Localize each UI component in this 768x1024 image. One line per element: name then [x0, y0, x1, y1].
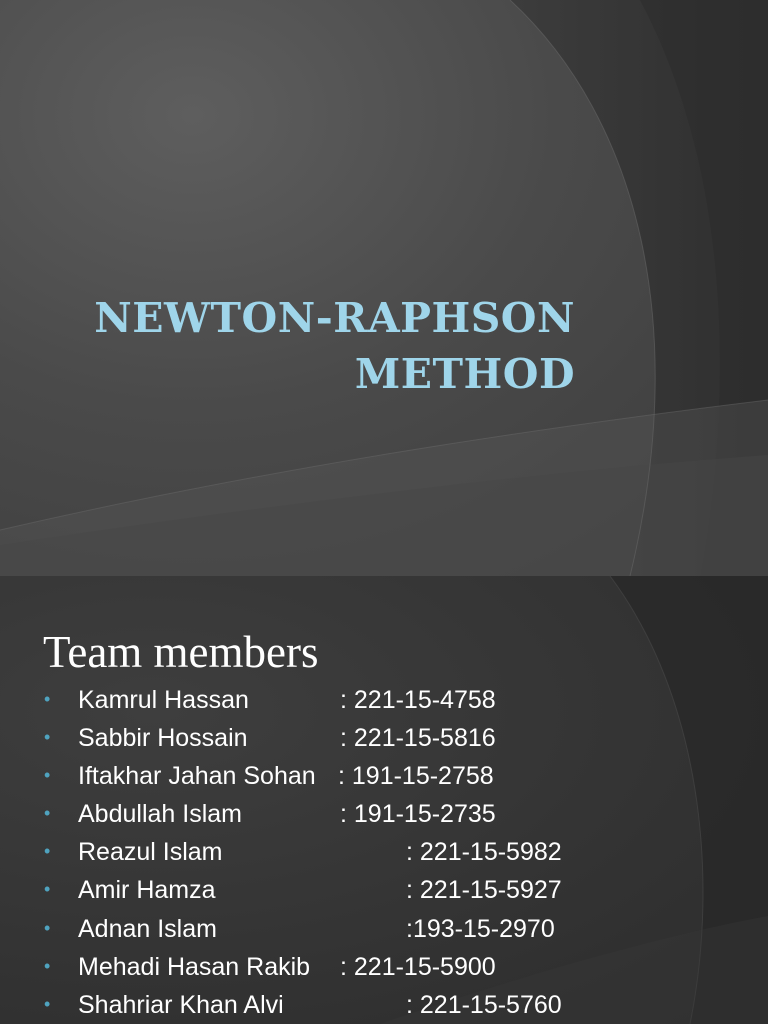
member-id: : 221-15-4758	[340, 686, 496, 714]
member-name: Adnan Islam	[78, 914, 217, 943]
member-name: Abdullah Islam	[78, 800, 242, 829]
member-name: Amir Hamza	[78, 876, 216, 905]
member-name: Iftakhar Jahan Sohan	[78, 762, 316, 791]
list-item	[44, 833, 604, 871]
bullet-dot-icon: •	[44, 727, 51, 748]
list-item	[44, 910, 604, 948]
list-item	[44, 948, 604, 986]
member-id: : 221-15-5760	[406, 990, 562, 1019]
team-members-list	[44, 681, 604, 1024]
list-item	[44, 986, 604, 1024]
member-name: Sabbir Hossain	[78, 724, 248, 753]
bullet-dot-icon: •	[44, 841, 51, 862]
member-id: : 191-15-2735	[340, 800, 496, 829]
list-item	[44, 719, 604, 757]
bullet-dot-icon: •	[44, 689, 51, 709]
title-line-2: METHOD	[354, 350, 575, 398]
member-name: Kamrul Hassan	[78, 686, 249, 714]
bullet-dot-icon: •	[44, 955, 51, 976]
bullet-dot-icon: •	[44, 879, 51, 900]
list-item	[44, 681, 604, 719]
member-name: Mehadi Hasan Rakib	[78, 952, 311, 981]
bullet-dot-icon: •	[44, 765, 51, 786]
member-name: Reazul Islam	[78, 838, 223, 867]
member-name: Shahriar Khan Alvi	[78, 990, 284, 1019]
bullet-dot-icon: •	[44, 917, 51, 938]
member-id: : 221-15-5982	[406, 838, 562, 867]
team-members-heading: Team members	[43, 627, 319, 677]
list-item	[44, 871, 604, 909]
member-id: : 221-15-5927	[406, 876, 562, 905]
title-line-1: NEWTON-RAPHSON	[94, 294, 575, 342]
bullet-dot-icon: •	[44, 803, 51, 824]
list-item	[44, 757, 604, 795]
member-id: : 221-15-5816	[340, 724, 496, 753]
member-id: : 221-15-5900	[340, 952, 496, 981]
bullet-dot-icon: •	[44, 993, 51, 1014]
member-id: : 191-15-2758	[338, 762, 494, 791]
list-item	[44, 795, 604, 833]
member-id: :193-15-2970	[406, 914, 555, 943]
slide-title	[94, 290, 575, 402]
